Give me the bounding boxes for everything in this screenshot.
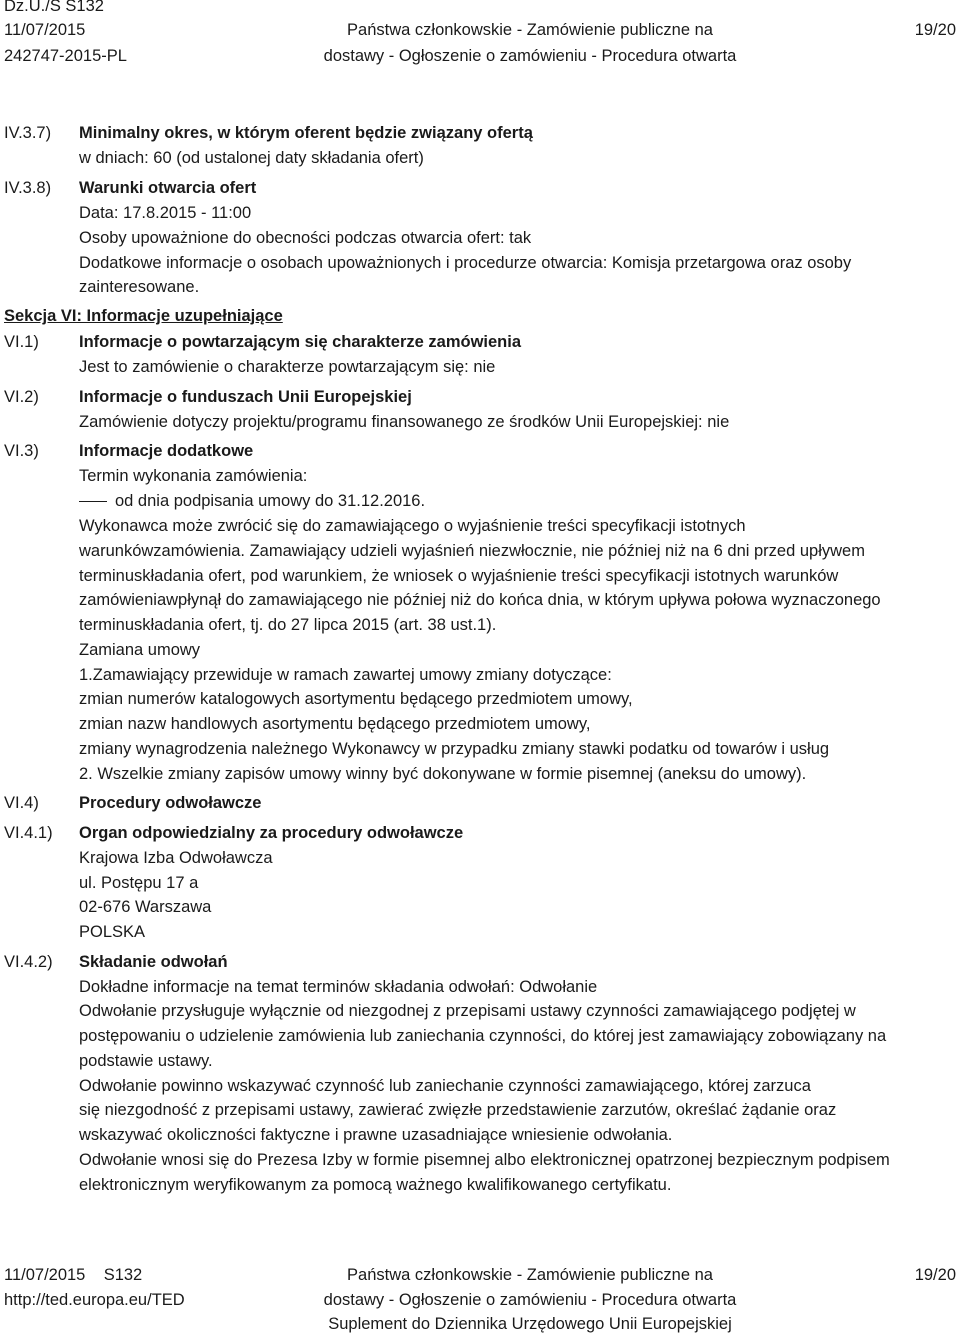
header-page-number: 19/20 (914, 21, 956, 39)
header-date: 11/07/2015 (4, 21, 86, 39)
section-text: Jest to zamówienie o charakterze powtarzającym się: nie (79, 358, 496, 376)
section-text: wskazywać okoliczności faktyczne i prawne uzasadniające wniesienie odwołania. (79, 1126, 673, 1144)
section-heading: Minimalny okres, w którym oferent będzie związany ofertą (79, 124, 533, 142)
section-title: Sekcja VI: Informacje uzupełniające (4, 307, 283, 325)
section-text: Odwołanie powinno wskazywać czynność lub zaniechanie czynności zamawiającego, której zarzuca (79, 1077, 811, 1095)
section-text: Termin wykonania zamówienia: (79, 467, 308, 485)
section-text: terminuskładania ofert, pod warunkiem, że wniosek o wyjaśnienie treści specyfikacji istotnych warunków (79, 567, 839, 585)
section-text: zmian nazw handlowych asortymentu będącego przedmiotem umowy, (79, 715, 591, 733)
section-text: Dodatkowe informacje o osobach upoważnionych i procedurze otwarcia: Komisja przetargowa oraz osoby (79, 254, 852, 272)
section-text: zainteresowane. (79, 278, 200, 296)
section-number: VI.2) (4, 388, 39, 406)
section-number: VI.4.1) (4, 824, 53, 842)
section-heading: Procedury odwoławcze (79, 794, 262, 812)
header-notice-id: 242747-2015-PL (4, 47, 127, 65)
address-line: 02-676 Warszawa (79, 898, 212, 916)
section-text: w dniach: 60 (od ustalonej daty składania ofert) (79, 149, 424, 167)
section-text: zamówieniawpłynął do zamawiającego nie później niż do końca dnia, w którym upływa połowa wyznaczonego (79, 591, 881, 609)
section-text: Zamówienie dotyczy projektu/programu finansowanego ze środków Unii Europejskiej: nie (79, 413, 730, 431)
footer-page-number: 19/20 (914, 1266, 956, 1284)
section-number: VI.4.2) (4, 953, 53, 971)
section-heading: Warunki otwarcia ofert (79, 179, 257, 197)
address-line: ul. Postępu 17 a (79, 874, 199, 892)
section-text: terminuskładania ofert, tj. do 27 lipca 2015 (art. 38 ust.1). (79, 616, 497, 634)
footer-supplement: Suplement do Dziennika Urzędowego Unii Europejskiej (328, 1315, 732, 1333)
section-text: postępowaniu o udzielenie zamówienia lub zaniechania czynności, do której jest zamawiający zobowiązany na (79, 1027, 887, 1045)
section-text: podstawie ustawy. (79, 1052, 213, 1070)
section-text: Odwołanie wnosi się do Prezesa Izby w formie pisemnej albo elektronicznej opatrzonej bezpiecznym podpisem (79, 1151, 890, 1169)
section-number: VI.1) (4, 333, 39, 351)
footer-date-ref: 11/07/2015 S132 (4, 1266, 143, 1284)
section-text: Dokładne informacje na temat terminów składania odwołań: Odwołanie (79, 978, 598, 996)
section-text: Data: 17.8.2015 - 11:00 (79, 204, 252, 222)
header-title-line2: dostawy - Ogłoszenie o zamówieniu - Procedura otwarta (323, 47, 737, 65)
section-heading: Informacje o powtarzającym się charakterze zamówienia (79, 333, 522, 351)
section-number: IV.3.8) (4, 179, 52, 197)
footer-url[interactable]: http://ted.europa.eu/TED (4, 1291, 185, 1309)
section-text: od dnia podpisania umowy do 31.12.2016. (115, 492, 426, 510)
section-heading: Organ odpowiedzialny za procedury odwoławcze (79, 824, 464, 842)
section-text: się niezgodność z przepisami ustawy, zawierać zwięzłe przedstawienie zarzutów, określać żądanie oraz (79, 1101, 837, 1119)
dash-mark (79, 501, 107, 502)
section-text: warunkówzamówienia. Zamawiający udzieli wyjaśnień niezwłocznie, nie później niż na 6 dni przed upływem (79, 542, 865, 560)
term-line (79, 491, 425, 511)
section-text: Zamiana umowy (79, 641, 201, 659)
section-heading: Składanie odwołań (79, 953, 228, 971)
section-number: VI.3) (4, 442, 39, 460)
section-text: Wykonawca może zwrócić się do zamawiającego o wyjaśnienie treści specyfikacji istotnych (79, 517, 746, 535)
footer-title-line2: dostawy - Ogłoszenie o zamówieniu - Procedura otwarta (323, 1291, 737, 1309)
section-text: elektronicznym weryfikowanym za pomocą ważnego kwalifikowanego certyfikatu. (79, 1176, 672, 1194)
address-line: Krajowa Izba Odwoławcza (79, 849, 273, 867)
section-number: IV.3.7) (4, 124, 52, 142)
section-text: zmiany wynagrodzenia należnego Wykonawcy w przypadku zmiany stawki podatku od towarów i usług (79, 740, 830, 758)
section-heading: Informacje dodatkowe (79, 442, 254, 460)
header-title-line1: Państwa członkowskie - Zamówienie publiczne na (347, 21, 713, 39)
footer-title-line1: Państwa członkowskie - Zamówienie publiczne na (347, 1266, 713, 1284)
section-text: Osoby upoważnione do obecności podczas otwarcia ofert: tak (79, 229, 532, 247)
section-number: VI.4) (4, 794, 39, 812)
section-text: zmian numerów katalogowych asortymentu będącego przedmiotem umowy, (79, 690, 633, 708)
address-line: POLSKA (79, 923, 146, 941)
section-text: Odwołanie przysługuje wyłącznie od niezgodnej z przepisami ustawy czynności zamawiającego podjętej w (79, 1002, 856, 1020)
section-text: 2. Wszelkie zmiany zapisów umowy winny być dokonywane w formie pisemnej (aneksu do umowy). (79, 765, 807, 783)
section-heading: Informacje o funduszach Unii Europejskiej (79, 388, 412, 406)
header-journal-ref: Dz.U./S S132 (4, 0, 104, 15)
section-text: 1.Zamawiający przewiduje w ramach zawartej umowy zmiany dotyczące: (79, 666, 612, 684)
